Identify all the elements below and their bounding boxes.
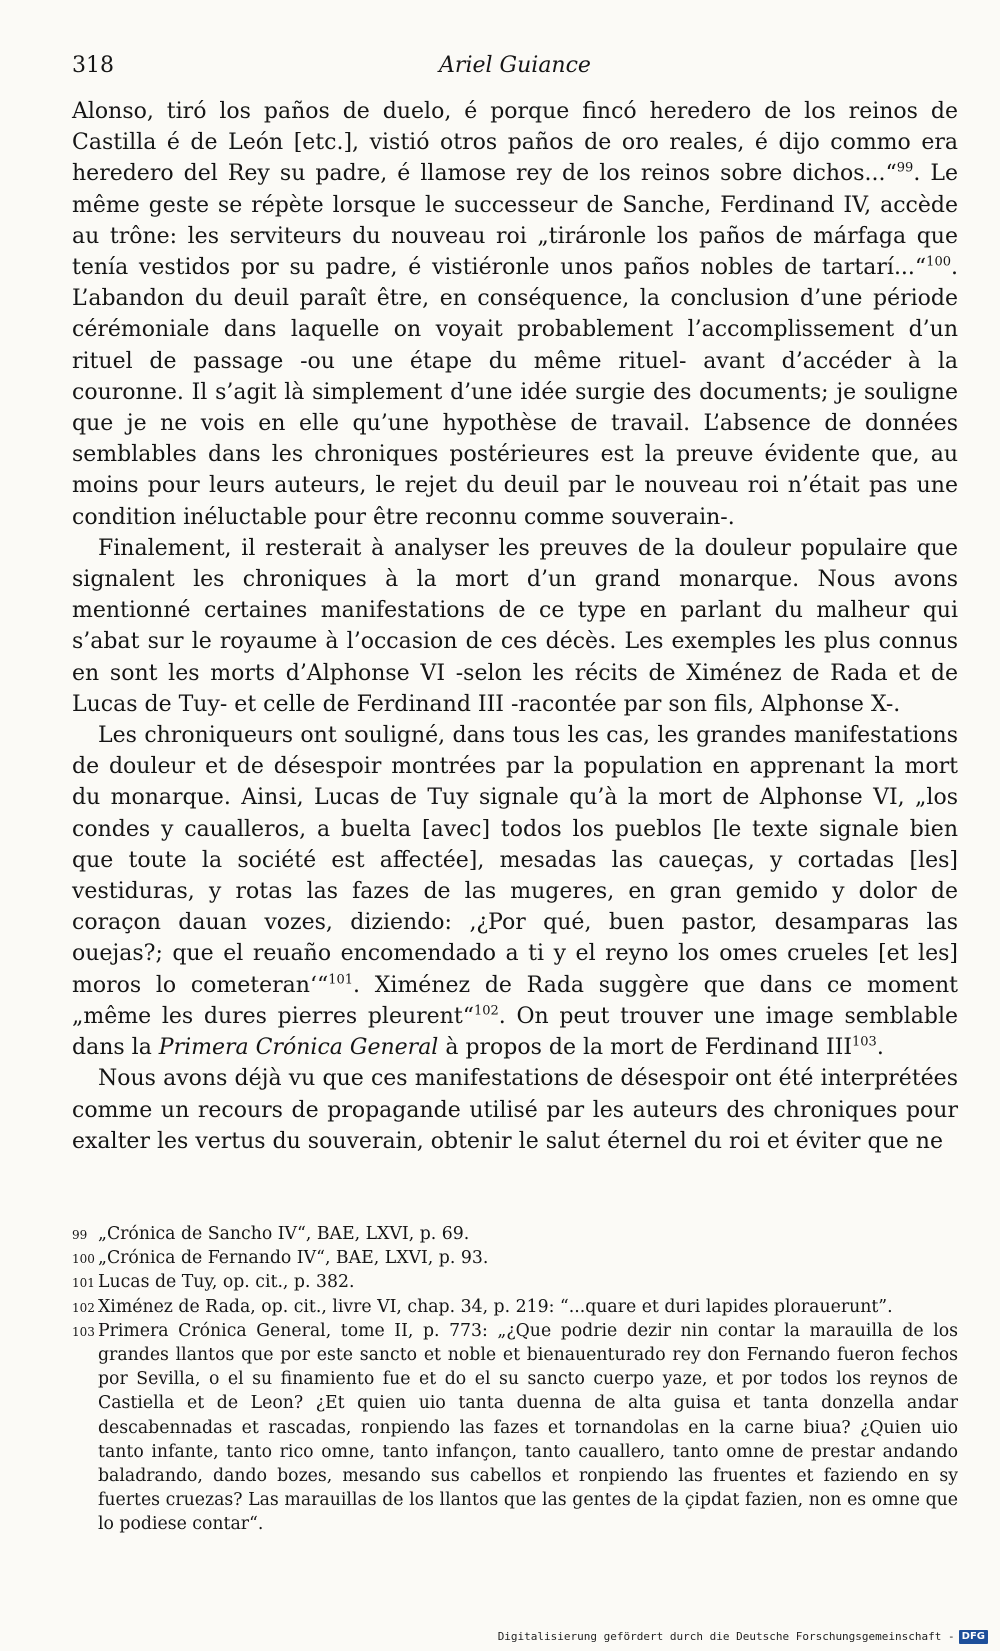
main-text <box>72 96 958 1157</box>
footnote <box>72 1270 958 1294</box>
text-segment: . On peut trouver une image semblable dans la <box>72 1003 959 1061</box>
footnote-ref: 101 <box>328 972 354 988</box>
text-segment: Nous avons déjà vu que ces manifestations de désespoir ont été interprétées comme un recours de propagande utilisé par les auteurs des chroniques pour exalter les vertus du souverain, obtenir le salut éternel du roi et éviter que ne <box>72 1066 958 1154</box>
footnotes <box>72 1222 958 1537</box>
footnote-number: 101 <box>72 1276 95 1291</box>
footnote <box>72 1295 958 1319</box>
italic-title: Primera Crónica General <box>158 1035 439 1061</box>
footnote-text: Lucas de Tuy, op. cit., p. 382. <box>98 1272 355 1293</box>
footnote-ref: 102 <box>473 1003 499 1019</box>
text-segment: à propos de la mort de Ferdinand III <box>438 1035 853 1061</box>
text-segment: . Ximénez de Rada suggère que dans ce moment „même les dures pierres pleurent“ <box>72 972 959 1029</box>
running-title: Ariel Guiance <box>439 53 591 78</box>
footnote-text: Primera Crónica General, tome II, p. 773: „¿Que podrie dezir nin contar la marauilla de los grandes llantos que por este sancto et noble et bienauenturado rey don Fernando fueron fechos por Sevilla, o el su finamiento fue et do el su sancto cuerpo yaze, et por todos los reynos de Castiella et de Leon? ¿Et quien uio tanta duenna de alta guisa et tanta donzella andar descabennadas et rascadas, ronpiendo las fazes et tornandolas en la carne biua? ¿Quien uio tanto infante, tanto rico omne, tanto infançon, tanto cauallero, tanto omne de prestar andando baladrando, dando bozes, mesando sus cabellos et ronpiendo las fruentes et faziendo en sy fuertes cruezas? Las marauillas de los llantos que las gentes de la çipdat fazien, non es omne que lo podiese contar“. <box>98 1320 958 1535</box>
funding-note <box>498 1629 988 1645</box>
paragraph <box>72 720 958 1063</box>
footnote-number: 102 <box>72 1300 95 1315</box>
text-segment: Les chroniqueurs ont souligné, dans tous les cas, les grandes manifestations de douleur et de désespoir montrées par la population en apprenant la mort du monarque. Ainsi, Lucas de Tuy signale qu’à la mort de Alphonse VI, „los condes y caualleros, a buelta [avec] todos los pueblos [le texte signale bien que toute la société est affectée], mesadas las caueças, y cortadas [les] vestiduras, y rotas las fazes de las mugeres, en gran gemido y dolor de coraçon dauan vozes, diziendo: ‚¿Por qué, buen pastor, desamparas las ouejas?; que el reuaño encomendado a ti y el reyno los omes crueles [et les] moros lo cometeran‘“ <box>72 723 958 998</box>
paragraph <box>72 96 958 533</box>
footnote <box>72 1246 958 1270</box>
footnote-ref: 100 <box>926 254 951 270</box>
paragraph <box>72 533 958 720</box>
footnote-ref: 103 <box>852 1034 877 1050</box>
paragraph <box>72 1063 958 1157</box>
footnote-number: 100 <box>72 1252 95 1267</box>
text-segment: . L’abandon du deuil paraît être, en conséquence, la conclusion d’une période cérémoniale dans laquelle on voyait probablement l’accomplissement d’un rituel de passage -ou une étape du même rituel- avant d’accéder à la couronne. Il s’agit là simplement d’une idée surgie des documents; je souligne que je ne vois en elle qu’une hypothèse de travail. L’absence de données semblables dans les chroniques postérieures est la preuve évidente que, au moins pour leurs auteurs, le rejet du deuil par le nouveau roi n’était pas une condition inéluctable pour être reconnu comme souverain-. <box>72 255 958 530</box>
page-number: 318 <box>72 53 114 78</box>
dfg-logo: DFG <box>959 1630 988 1644</box>
footnote-number: 103 <box>72 1324 95 1339</box>
page-header <box>72 50 958 82</box>
footnote-number: 99 <box>72 1228 88 1242</box>
text-segment: . <box>876 1035 884 1061</box>
footnote-text: „Crónica de Fernando IV“, BAE, LXVI, p. 93. <box>98 1248 489 1269</box>
text-segment: . Le même geste se répète lorsque le successeur de Sanche, Ferdinand IV, accède au trône: les serviteurs du nouveau roi „tiráronle los paños de márfaga que tenía vestidos por su padre, é vistiéronle unos paños nobles de tartarí...“ <box>72 161 958 281</box>
footnote <box>72 1319 958 1537</box>
text-segment: Alonso, tiró los paños de duelo, é porque fincó heredero de los reinos de Castilla é de León [etc.], vistió otros paños de oro reales, é dijo commo era heredero del Rey su padre, é llamose rey de los reinos sobre dichos...“ <box>72 99 958 187</box>
footnote-text: „Crónica de Sancho IV“, BAE, LXVI, p. 69. <box>98 1224 470 1244</box>
footnote-text: Ximénez de Rada, op. cit., livre VI, chap. 34, p. 219: “...quare et duri lapides plorauerunt”. <box>98 1296 893 1317</box>
text-segment: Finalement, il resterait à analyser les preuves de la douleur populaire que signalent les chroniques à la mort d’un grand monarque. Nous avons mentionné certaines manifestations de ce type en parlant du malheur qui s’abat sur le royaume à l’occasion de ces décès. Les exemples les plus connus en sont les morts d’Alphonse VI -selon les récits de Ximénez de Rada et de Lucas de Tuy- et celle de Ferdinand III -racontée par son fils, Alphonse X-. <box>72 535 958 717</box>
footnote <box>72 1222 958 1246</box>
footnote-ref: 99 <box>896 161 914 177</box>
funding-note-text: Digitalisierung gefördert durch die Deutsche Forschungsgemeinschaft - <box>497 1630 955 1643</box>
